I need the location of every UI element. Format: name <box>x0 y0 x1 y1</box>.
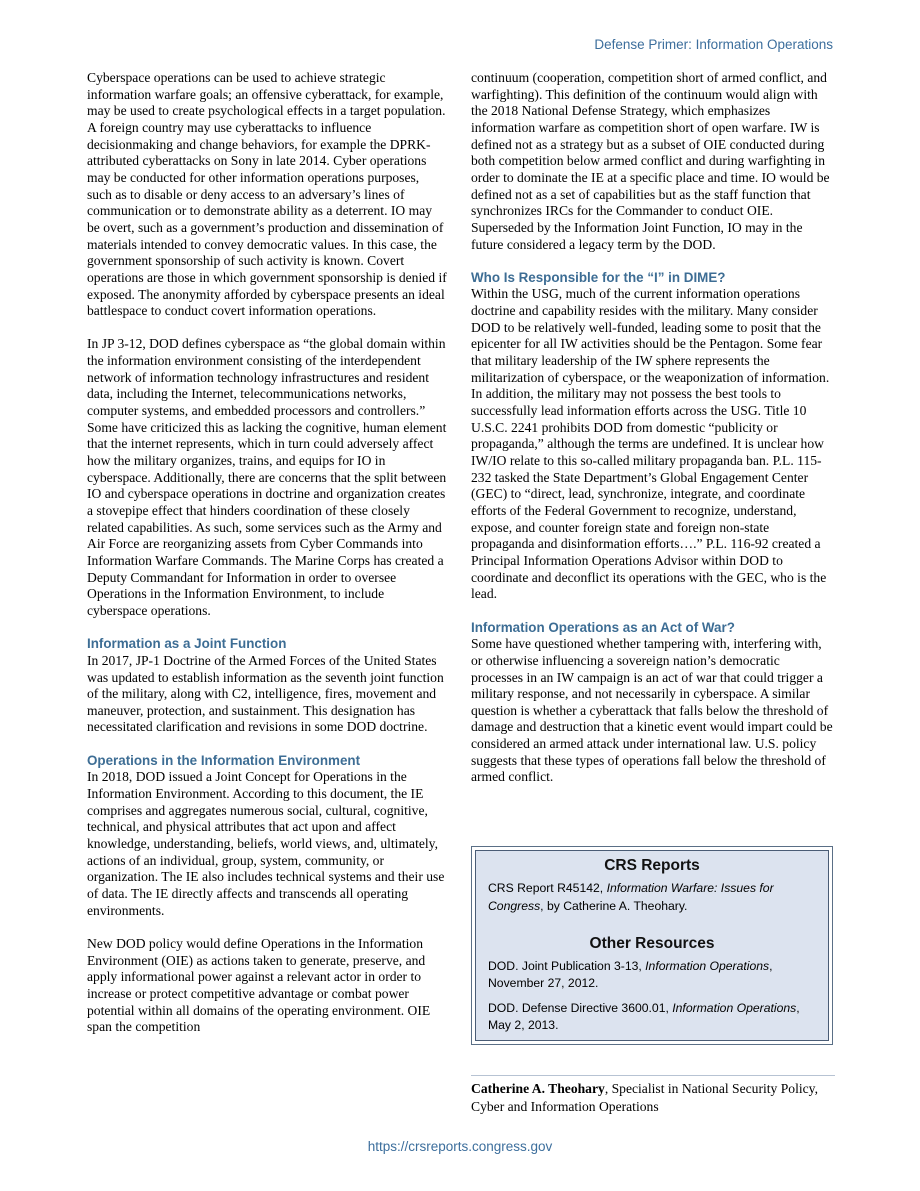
citation-prefix: CRS Report R45142, <box>488 881 607 896</box>
citation-prefix: DOD. Joint Publication 3-13, <box>488 959 646 974</box>
footer-url[interactable]: https://crsreports.congress.gov <box>367 1139 553 1154</box>
author-role: , Specialist in National Security Policy, Cyber and Information Operations <box>471 1081 818 1114</box>
author-name: Catherine A. Theohary <box>471 1081 605 1096</box>
page-header-title: Defense Primer: Information Operations <box>594 37 833 52</box>
other-resource-item <box>488 958 816 993</box>
citation-suffix: , by Catherine A. Theohary. <box>540 898 688 913</box>
paragraph: Cyberspace operations can be used to achieve strategic information warfare goals; an offensive cyberattack, for example, may be used to create psychological effects in a target population. A foreign country may use cyberattacks to influence decisionmaking and change behaviors, for example the DPRK-attributed cyberattacks on Sony in late 2014. Cyber operations may be conducted for other information operations purposes, such as to disable or deny access to an adversary’s lines of communication or to demonstrate ability as a deterrent. IO may be overt, such as a government’s production and dissemination of materials intended to convey democratic values. In this case, the government sponsorship of such activity is known. Covert operations are those in which government sponsorship is denied if exposed. The anonymity afforded by cyberspace presents an ideal battlespace to conduct covert information operations. <box>87 70 447 319</box>
crs-report-item <box>488 880 816 915</box>
resources-box-inner <box>475 850 829 1041</box>
left-column <box>87 70 447 1036</box>
other-resources-heading: Other Resources <box>589 934 715 952</box>
section-heading: Operations in the Information Environment <box>87 752 361 768</box>
author-info <box>471 1080 835 1115</box>
paragraph: Within the USG, much of the current information operations doctrine and capability resides with the military. Many consider DOD to be relatively well-funded, leading some to posit that the epicenter for all IW activities should be the Pentagon. Some fear that military leadership of the IW sphere represents the militarization of cyberspace, or the weaponization of information. In addition, the military may not possess the best tools to successfully lead information efforts across the USG. Title 10 U.S.C. 2241 prohibits DOD from domestic “publicity or propaganda,” although the terms are undefined. It is unclear how IW/IO relate to this so-called military propaganda ban. P.L. 115-232 tasked the State Department’s Global Engagement Center (GEC) to “direct, lead, synchronize, integrate, and coordinate efforts of the Federal Government to recognize, understand, expose, and counter foreign state and foreign non-state propaganda and disinformation efforts….” P.L. 116-92 created a Principal Information Operations Advisor within DOD to coordinate and deconflict its operations with the GEC, who is the lead. <box>471 286 830 602</box>
citation-title: Information Warfare: Issues for Congress <box>488 881 774 913</box>
paragraph: In JP 3-12, DOD defines cyberspace as “the global domain within the information environment consisting of the interdependent network of information technology infrastructures and resident data, including the Internet, telecommunications networks, computer systems, and embedded processors and controllers.” Some have criticized this as lacking the cognitive, human element that the internet represents, which in turn could adversely affect how the military organizes, trains, and equips for IO in cyberspace. Additionally, there are concerns that the split between IO and cyberspace operations in doctrine and organization creates a stovepipe effect that hinders coordination of these closely related capabilities. As such, some services such as the Army and Air Force are reorganizing assets from Cyber Commands into Information Warfare Commands. The Marine Corps has created a Deputy Commandant for Information in order to oversee Operations in the Information Environment, to include cyberspace operations. <box>87 336 447 618</box>
paragraph: In 2018, DOD issued a Joint Concept for Operations in the Information Environment. According to this document, the IE comprises and aggregates numerous social, cultural, cognitive, technical, and physical attributes that act upon and affect knowledge, understanding, beliefs, world views, and, ultimately, actions of an individual, group, system, community, or organization. The IE also includes technical systems and their use of data. The IE directly affects and transcends all operating environments. <box>87 769 445 918</box>
author-divider <box>471 1075 835 1076</box>
section-heading: Information as a Joint Function <box>87 636 287 652</box>
other-resource-item <box>488 1000 816 1035</box>
crs-reports-heading: CRS Reports <box>604 857 700 874</box>
citation-prefix: DOD. Defense Directive 3600.01, <box>488 1000 673 1015</box>
citation-suffix: , May 2, 2013. <box>488 1000 800 1033</box>
citation-suffix: , November 27, 2012. <box>488 959 773 991</box>
paragraph: In 2017, JP-1 Doctrine of the Armed Forces of the United States was updated to establish information as the seventh joint function of the military, along with C2, intelligence, fires, movement and maneuver, protection, and sustainment. This designation has necessitated clarification and revisions in some DOD doctrine. <box>87 652 444 735</box>
section-heading: Who Is Responsible for the “I” in DIME? <box>471 269 726 285</box>
paragraph: Some have questioned whether tampering with, interfering with, or otherwise influencing a sovereign nation’s democratic processes in an IW campaign is an act of war that could trigger a military response, and not necessarily in cyberspace. A similar question is whether a cyberattack that falls below the threshold of damage and destruction that a kinetic event would impart could be considered an armed attack under international law. U.S. policy suggests that these types of operations fall below the threshold of armed conflict. <box>471 636 833 785</box>
right-column <box>471 70 833 786</box>
citation-title: Information Operations <box>672 1000 797 1015</box>
paragraph: New DOD policy would define Operations in the Information Environment (OIE) as actions taken to generate, preserve, and apply informational power against a relevant actor in order to increase or protect competitive advantage or combat power potential within all domains of the operating environment. OIE span the competition <box>87 935 431 1035</box>
section-heading: Information Operations as an Act of War? <box>471 619 735 635</box>
paragraph: continuum (cooperation, competition short of armed conflict, and warfighting). This definition of the continuum would align with the 2018 National Defense Strategy, which emphasizes information warfare as competition short of open warfare. IW is defined not as a strategy but as a subset of OIE conducted during both competition below armed conflict and during warfighting in order to dominate the IE at a specific place and time. IO would be defined not as a set of capabilities but as the staff function that synchronizes IRCs for the Commander to conduct OIE. Superseded by the Information Joint Function, IO may in the future considered a legacy term by the DOD. <box>471 70 830 252</box>
resources-box <box>471 846 833 1045</box>
citation-title: Information Operations <box>645 959 770 974</box>
